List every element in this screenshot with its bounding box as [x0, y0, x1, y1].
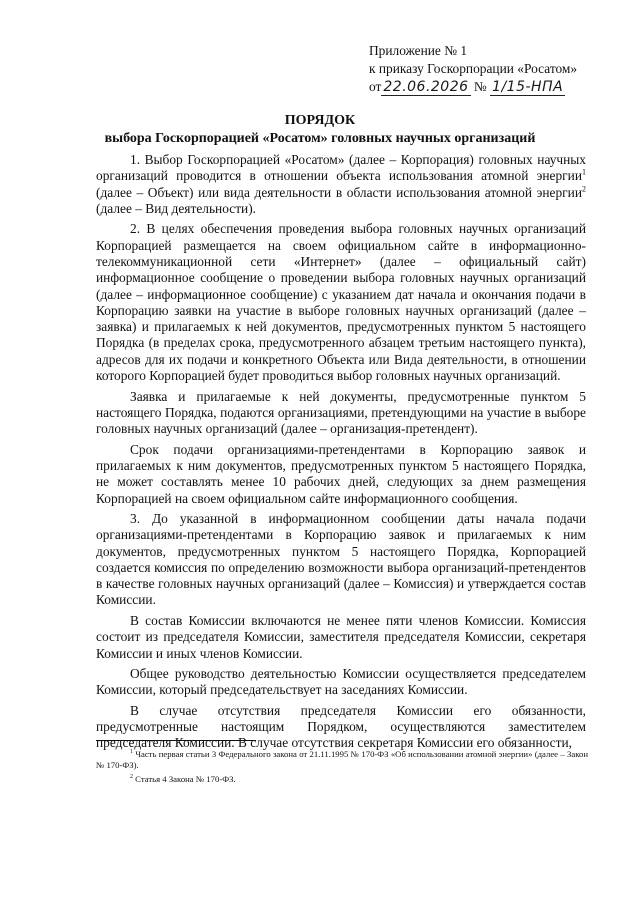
paragraph-1-text-b: (далее – Объект) или вида деятельности в области использования атомной энергии: [96, 184, 582, 200]
paragraph-7: Общее руководство деятельностью Комиссии осуществляется председателем Комиссии, который председательствует на заседаниях Комиссии.: [96, 666, 586, 698]
attachment-label: Приложение № 1: [369, 43, 468, 58]
footnote-1-mark: 1: [130, 749, 133, 755]
footnote-1-text: Часть первая статьи 3 Федерального закона от 21.11.1995 № 170-ФЗ «Об использовании атомной энергии» (далее – Закон № 170-ФЗ).: [96, 748, 588, 771]
footnote-2-mark: 2: [130, 773, 133, 780]
handwritten-date: 22.06.2026: [383, 79, 469, 95]
footnote-ref-1: 1: [582, 167, 586, 177]
paragraph-2: 2. В целях обеспечения проведения выбора головных научных организаций Корпорацией размещается на своем официальном сайте в информационно-телекоммуникационной сети «Интернет» (далее – официальный сайт) информационное сообщение о проведении выбора головных научных организаций (далее – информационное сообщение) с указанием дат начала и окончания подачи в Корпорацию заявки на участие в выборе головных научных организаций (далее – заявка) и прилагаемых к ней документов, предусмотренных пунктом 5 настоящего Порядка (в пределах срока, предусмотренного абзацем третьим настоящего пункта), адресов для их подачи и конкретного Объекта или Вида деятельности, в отношении которого Корпорацией будет проводиться выбор головных научных организаций.: [96, 221, 586, 384]
footnote-2: [96, 772, 588, 785]
from-prefix: от: [369, 79, 382, 94]
paragraph-4: Срок подачи организациями-претендентами в Корпорацию заявок и прилагаемых к ним документов, предусмотренных пунктом 5 настоящего Порядка, не может составлять менее 10 рабочих дней, следующих за днем размещения Корпорацией на своем официальном сайте информационного сообщения.: [96, 441, 586, 506]
paragraph-1: [96, 152, 586, 217]
footnote-1: [96, 747, 588, 772]
order-reference: к приказу Госкорпорации «Росатом»: [369, 61, 578, 76]
paragraph-1-text-c: (далее – Вид деятельности).: [96, 200, 257, 216]
document-title: [0, 112, 640, 148]
footnote-separator: [96, 740, 256, 741]
paragraph-8: В случае отсутствия председателя Комиссии его обязанности, предусмотренные настоящим Порядком, осуществляются заместителем председателя Комиссии. В случае отсутствия секретаря Комиссии его обязанности,: [96, 702, 586, 751]
footnote-ref-2: 2: [582, 184, 586, 194]
title-subheading: выбора Госкорпорацией «Росатом» головных научных организаций: [104, 131, 536, 146]
paragraph-5: 3. До указанной в информационном сообщении даты начала подачи организациями-претендентами в Корпорацию заявок и прилагаемых к ним документов, предусмотренных пунктом 5 настоящего Порядка, Корпорацией создается комиссия по определению возможности выбора организаций-претендентов в качестве головных научных организаций (далее – Комиссия) и утверждается состав Комиссии.: [96, 510, 586, 608]
footnotes: [96, 747, 588, 785]
footnote-2-text: Статья 4 Закона № 170-ФЗ.: [133, 773, 236, 784]
attachment-header: [369, 42, 577, 96]
title-heading: ПОРЯДОК: [284, 113, 356, 128]
paragraph-3: Заявка и прилагаемые к ней документы, предусмотренные пунктом 5 настоящего Порядка, подаются организациями, претендующими на участие в выборе головных научных организаций (далее – организация-претендент).: [96, 388, 586, 437]
order-date-number: [369, 78, 577, 96]
document-body: [96, 152, 586, 756]
number-prefix: №: [473, 79, 487, 94]
handwritten-number: 1/15-НПА: [492, 79, 564, 95]
paragraph-6: В состав Комиссии включаются не менее пяти членов Комиссии. Комиссия состоит из председателя Комиссии, заместителя председателя Комиссии, секретаря Комиссии и иных членов Комиссии.: [96, 612, 586, 661]
paragraph-1-text-a: 1. Выбор Госкорпорацией «Росатом» (далее – Корпорация) головных научных организаций проводится в отношении объекта использования атомной энергии: [96, 152, 586, 184]
